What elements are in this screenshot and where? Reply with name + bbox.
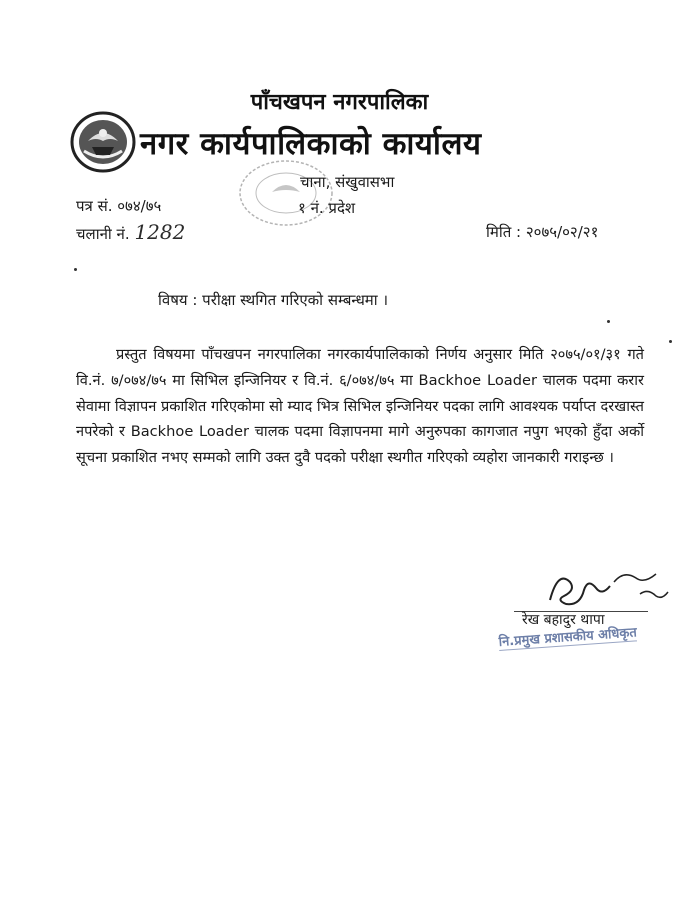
municipality-name: पाँचखपन नगरपालिका <box>250 90 429 115</box>
province: १ नं. प्रदेश <box>298 199 356 217</box>
office-address: चाना, संखुवासभा <box>300 173 395 191</box>
scan-speck <box>74 268 77 271</box>
dispatch-label: चलानी नं. <box>76 225 130 243</box>
letter-number: पत्र सं. ०७४/७५ <box>76 197 162 215</box>
body-paragraph: प्रस्तुत विषयमा पाँचखपन नगरपालिका नगरकार्यपालिकाको निर्णय अनुसार मिति २०७५/०१/३१ गते वि.नं. ७/०७४/७५ मा सिभिल इन्जिनियर र वि.नं. ६/०७४/७५ मा Backhoe Loader चालक पदमा करार सेवामा विज्ञापन प्रकाशित गरिएकोमा सो म्याद भित्र सिभिल इन्जिनियर पदका लागि आवश्यक पर्याप्त दरखास्त नपरेको र Backhoe Loader चालक पदमा विज्ञापनमा मागे अनुरुपका कागजात नपुग भएको हुँदा अर्को सूचना प्रकाशित नभए सम्मको लागि उक्त दुवै पदको परीक्षा स्थगीत गरिएको व्यहोरा जानकारी गराइन्छ । <box>76 346 644 467</box>
letter-date: मिति : २०७५/०२/२१ <box>486 223 599 241</box>
scan-speck <box>669 340 672 343</box>
office-title: नगर कार्यपालिकाको कार्यालय <box>140 126 482 162</box>
designation-stamp: नि.प्रमुख प्रशासकीय अधिकृत <box>498 622 637 651</box>
signatory-name: रेख बहादुर थापा <box>522 612 605 628</box>
scan-speck <box>607 320 610 323</box>
dispatch-number-handwritten: 1282 <box>134 220 186 244</box>
handwritten-signature <box>544 560 674 616</box>
nepal-emblem-logo <box>70 111 136 173</box>
dispatch-number-row <box>76 220 185 244</box>
subject-line: विषय : परीक्षा स्थगित गरिएको सम्बन्धमा । <box>158 291 389 309</box>
